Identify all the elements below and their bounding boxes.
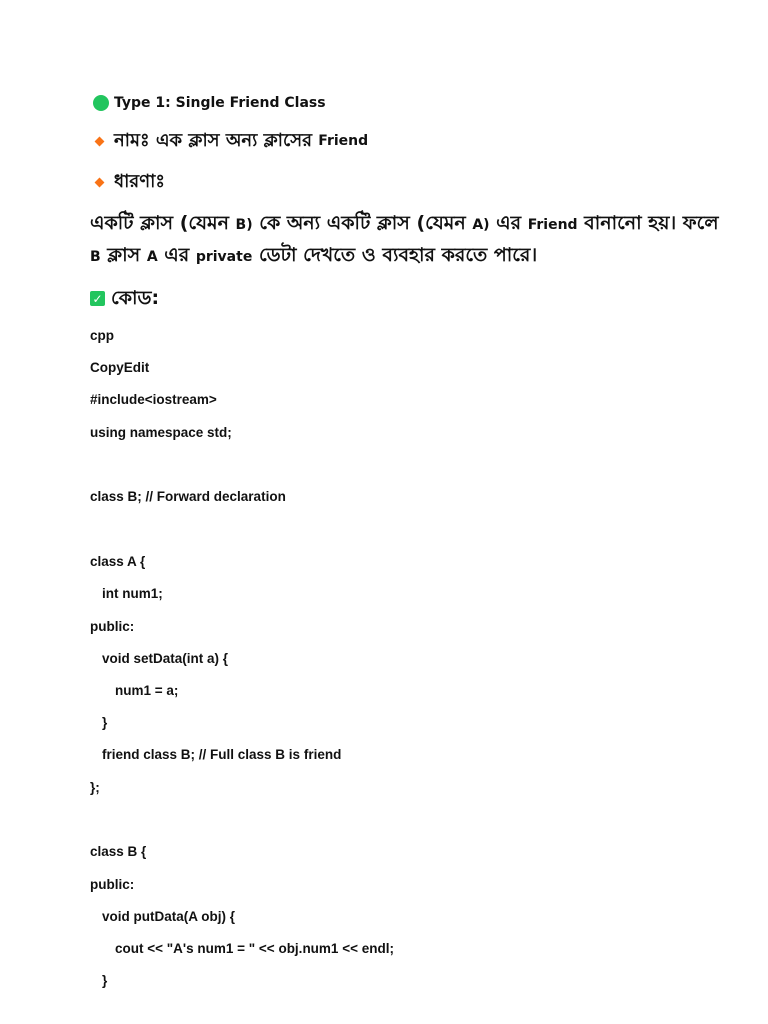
code-line: void setData(int a) { (102, 651, 229, 666)
paragraph-line-1 (90, 214, 718, 233)
code-line: cpp (90, 328, 115, 343)
orange-diamond-icon (95, 136, 105, 146)
code-line: #include<iostream> (90, 392, 217, 407)
check-mark-icon: ✓ (90, 291, 105, 306)
code-line: num1 = a; (115, 683, 179, 698)
code-line: friend class B; // Full class B is friend (102, 747, 342, 762)
paragraph-segment: কে অন্য একটি ক্লাস (যেমন (252, 212, 473, 234)
section-heading-text: Type 1: Single Friend Class (114, 95, 326, 111)
code-line: public: (90, 877, 135, 892)
code-line: class B; // Forward declaration (90, 489, 286, 504)
paragraph-segment: Friend (527, 217, 578, 233)
code-line: } (102, 715, 108, 730)
orange-diamond-icon (95, 177, 105, 187)
code-line: }; (90, 780, 100, 795)
paragraph-line-2 (90, 246, 537, 265)
bullet-name-en: Friend (318, 133, 369, 149)
green-circle-icon (93, 95, 109, 111)
paragraph-segment: একটি ক্লাস (যেমন (90, 212, 236, 234)
paragraph-segment: এর (157, 244, 196, 266)
paragraph-segment: ক্লাস (100, 244, 147, 266)
code-line: class B { (90, 844, 147, 859)
code-heading-text: কোড: (111, 287, 160, 309)
code-line: cout << "A's num1 = " << obj.num1 << endl; (115, 941, 394, 956)
bullet-concept-bn: ধারণাঃ (114, 171, 165, 192)
paragraph-segment: এর (489, 212, 528, 234)
paragraph-segment: বানানো হয়। ফলে (577, 212, 719, 234)
paragraph-segment: B (90, 249, 101, 265)
bullet-name (96, 132, 368, 150)
code-line: void putData(A obj) { (102, 909, 235, 924)
code-line: CopyEdit (90, 360, 150, 375)
code-line: } (102, 973, 108, 988)
code-line: using namespace std; (90, 425, 232, 440)
code-line: public: (90, 619, 135, 634)
paragraph-segment: private (195, 249, 253, 265)
bullet-name-bn: নামঃ এক ক্লাস অন্য ক্লাসের (114, 130, 312, 151)
code-line: int num1; (102, 586, 163, 601)
paragraph-segment: A (146, 249, 158, 265)
paragraph-segment: ডেটা দেখতে ও ব্যবহার করতে পারে। (252, 244, 538, 266)
code-heading (90, 289, 159, 308)
code-line: class A { (90, 554, 146, 569)
bullet-concept (96, 173, 165, 191)
paragraph-segment: A) (472, 217, 490, 233)
section-heading (93, 95, 326, 111)
paragraph-segment: B) (235, 217, 253, 233)
